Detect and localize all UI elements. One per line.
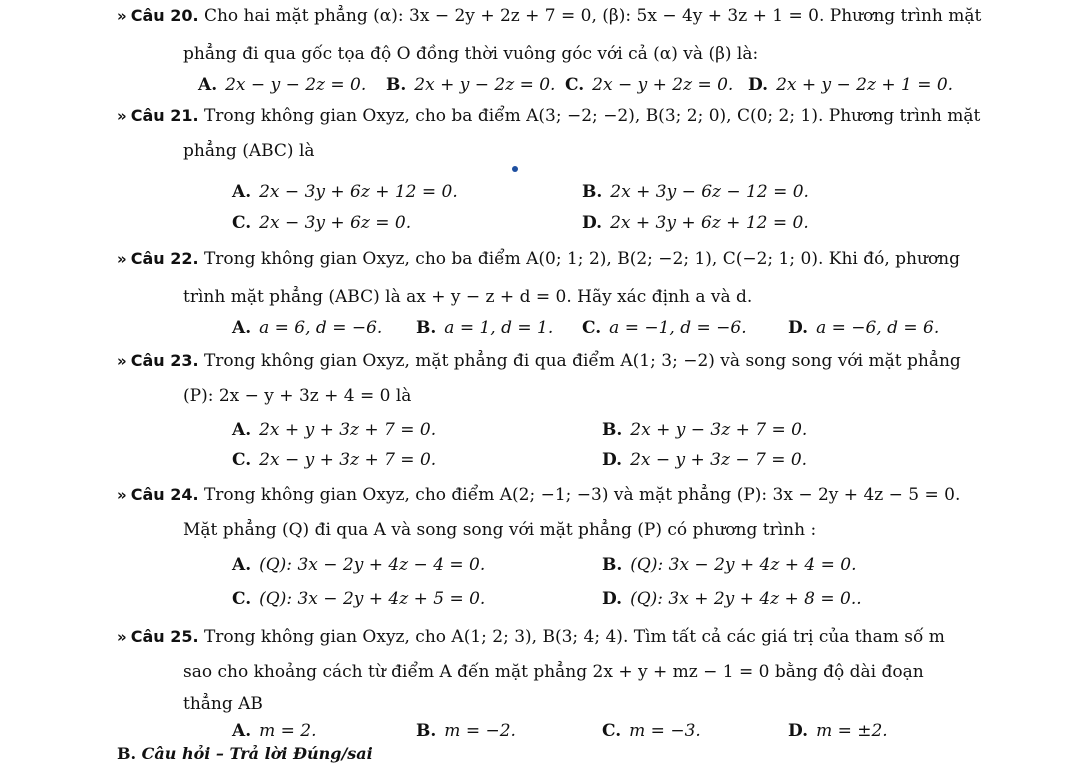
q25-option-d: D. m = ±2. — [788, 721, 888, 741]
q25-option-c: C. m = −3. — [602, 721, 701, 741]
q22-option-d: D. a = −6, d = 6. — [788, 318, 940, 338]
q21-option-c: C. 2x − 3y + 6z = 0. — [232, 213, 412, 233]
q24-option-b: B. (Q): 3x − 2y + 4z + 4 = 0. — [602, 555, 857, 575]
bullet-icon: » — [117, 352, 127, 370]
bullet-icon: » — [117, 486, 127, 504]
q24-stem-line1 — [117, 483, 960, 507]
q20-label: Câu 20. — [130, 6, 199, 25]
q21-option-b: B. 2x + 3y − 6z − 12 = 0. — [582, 182, 809, 202]
q20-stem: Cho hai mặt phẳng (α): 3x − 2y + 2z + 7 = 0, (β): 5x − 4y + 3z + 1 = 0. Phương trình mặt — [203, 6, 982, 26]
q22-option-b: B. a = 1, d = 1. — [416, 318, 554, 338]
q22-option-a: A. a = 6, d = −6. — [232, 318, 383, 338]
q24-option-c: C. (Q): 3x − 2y + 4z + 5 = 0. — [232, 589, 486, 609]
q23-stem-line2: (P): 2x − y + 3z + 4 = 0 là — [183, 386, 412, 406]
section-heading — [117, 744, 373, 763]
q20-stem-line1 — [117, 4, 981, 28]
q25-stem-line2: sao cho khoảng cách từ điểm A đến mặt phẳng 2x + y + mz − 1 = 0 bằng độ dài đoạn — [183, 662, 924, 682]
q22-option-c: C. a = −1, d = −6. — [582, 318, 747, 338]
q22-stem: Trong không gian Oxyz, cho ba điểm A(0; 1; 2), B(2; −2; 1), C(−2; 1; 0). Khi đó, phương — [203, 249, 961, 269]
q22-stem-line1 — [117, 247, 960, 271]
q25-stem-line1 — [117, 625, 945, 649]
q21-stem-line2: phẳng (ABC) là — [183, 141, 315, 161]
q21-stem: Trong không gian Oxyz, cho ba điểm A(3; −2; −2), B(3; 2; 0), C(0; 2; 1). Phương trình mặt — [203, 106, 981, 126]
bullet-icon: » — [117, 7, 127, 25]
q20-option-b: B. 2x + y − 2z = 0. — [386, 75, 556, 95]
q20-option-c: C. 2x − y + 2z = 0. — [565, 75, 734, 95]
bullet-icon: » — [117, 628, 127, 646]
q24-label: Câu 24. — [130, 485, 199, 504]
section-letter: B. — [117, 744, 137, 763]
q22-stem-line2: trình mặt phẳng (ABC) là ax + y − z + d = 0. Hãy xác định a và d. — [183, 287, 753, 307]
q25-stem: Trong không gian Oxyz, cho A(1; 2; 3), B(3; 4; 4). Tìm tất cả các giá trị của tham số m — [203, 627, 945, 647]
q23-label: Câu 23. — [130, 351, 199, 370]
q25-option-a: A. m = 2. — [232, 721, 317, 741]
q24-stem: Trong không gian Oxyz, cho điểm A(2; −1; −3) và mặt phẳng (P): 3x − 2y + 4z − 5 = 0. — [203, 485, 961, 505]
q23-stem: Trong không gian Oxyz, mặt phẳng đi qua điểm A(1; 3; −2) và song song với mặt phẳng — [203, 351, 961, 371]
q21-option-a: A. 2x − 3y + 6z + 12 = 0. — [232, 182, 458, 202]
q25-option-b: B. m = −2. — [416, 721, 516, 741]
q23-stem-line1 — [117, 349, 961, 373]
q23-option-b: B. 2x + y − 3z + 7 = 0. — [602, 420, 808, 440]
q25-label: Câu 25. — [130, 627, 199, 646]
q24-stem-line2: Mặt phẳng (Q) đi qua A và song song với mặt phẳng (P) có phương trình : — [183, 520, 817, 540]
q21-option-d: D. 2x + 3y + 6z + 12 = 0. — [582, 213, 809, 233]
q23-option-c: C. 2x − y + 3z + 7 = 0. — [232, 450, 437, 470]
q20-stem-line2: phẳng đi qua gốc tọa độ O đồng thời vuông góc với cả (α) và (β) là: — [183, 44, 759, 64]
q24-option-d: D. (Q): 3x + 2y + 4z + 8 = 0.. — [602, 589, 862, 609]
q23-option-a: A. 2x + y + 3z + 7 = 0. — [232, 420, 437, 440]
q21-label: Câu 21. — [130, 106, 199, 125]
q23-option-d: D. 2x − y + 3z − 7 = 0. — [602, 450, 808, 470]
bullet-icon: » — [117, 107, 127, 125]
bullet-icon: » — [117, 250, 127, 268]
q21-stem-line1 — [117, 104, 980, 128]
q20-option-d: D. 2x + y − 2z + 1 = 0. — [748, 75, 954, 95]
section-title: Câu hỏi – Trả lời Đúng/sai — [141, 744, 373, 763]
q24-option-a: A. (Q): 3x − 2y + 4z − 4 = 0. — [232, 555, 486, 575]
cursor-dot-icon — [512, 166, 518, 172]
q25-stem-line3: thẳng AB — [183, 694, 263, 714]
q20-option-a: A. 2x − y − 2z = 0. — [198, 75, 367, 95]
q22-label: Câu 22. — [130, 249, 199, 268]
